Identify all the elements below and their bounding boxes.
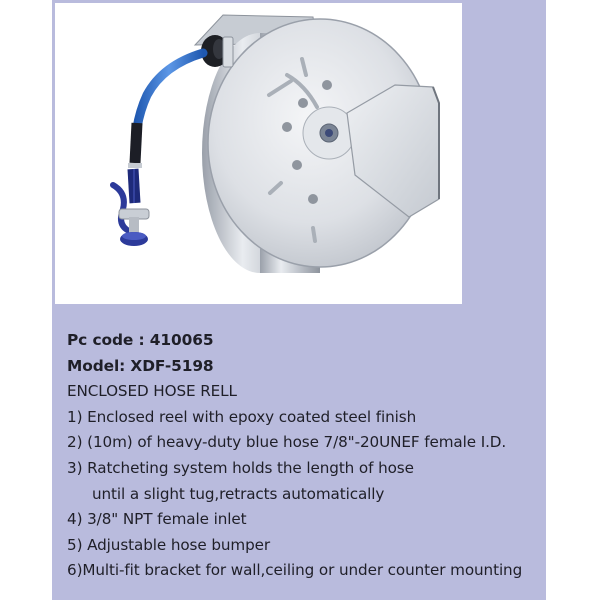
hose-sleeve — [135, 123, 137, 163]
product-description — [67, 328, 537, 584]
feature-item: 6)Multi-fit bracket for wall,ceiling or under counter mounting — [67, 561, 523, 580]
feature-item-continuation: until a slight tug,retracts automatically — [92, 484, 385, 503]
hose-reel-illustration — [55, 3, 462, 304]
feature-item: 4) 3/8" NPT female inlet — [67, 510, 247, 529]
product-title: ENCLOSED HOSE RELL — [67, 382, 237, 401]
pc-code: Pc code : 410065 — [67, 331, 214, 349]
product-photo — [55, 3, 462, 304]
product-panel — [52, 0, 546, 600]
spray-valve-body — [133, 169, 135, 203]
blue-hose — [135, 53, 203, 153]
feature-item: 3) Ratcheting system holds the length of hose — [67, 458, 414, 477]
feature-item: 1) Enclosed reel with epoxy coated steel finish — [67, 407, 417, 426]
feature-item: 2) (10m) of heavy-duty blue hose 7/8"-20UNEF female I.D. — [67, 433, 507, 452]
feature-item: 5) Adjustable hose bumper — [67, 535, 271, 554]
spray-valve-lever — [113, 185, 129, 231]
model-number: Model: XDF-5198 — [67, 356, 214, 375]
